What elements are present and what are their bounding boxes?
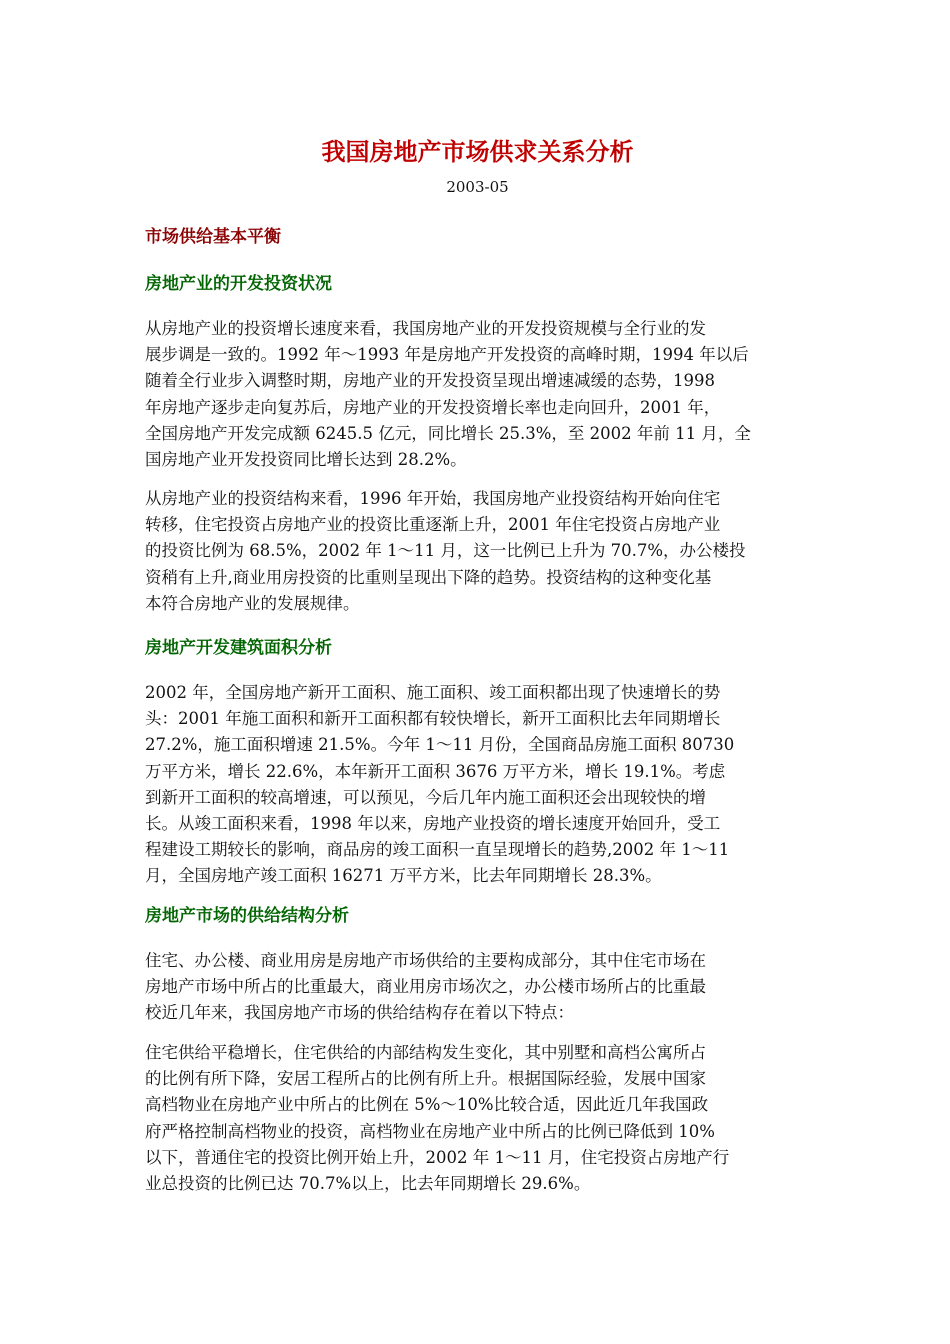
- subsection-heading-supply-structure: 房地产市场的供给结构分析: [145, 906, 349, 926]
- subsection-heading-investment: 房地产业的开发投资状况: [145, 274, 332, 294]
- paragraph-line: 随着全行业步入调整时期，房地产业的开发投资呈现出增速减缓的态势，1998: [145, 371, 715, 391]
- paragraph-line: 府严格控制高档物业的投资，高档物业在房地产业中所占的比例已降低到 10%: [145, 1121, 715, 1141]
- paragraph-line: 本符合房地产业的发展规律。: [145, 593, 360, 613]
- paragraph-line: 的比例有所下降，安居工程所占的比例有所上升。根据国际经验，发展中国家: [145, 1069, 706, 1089]
- paragraph-line: 月，全国房地产竣工面积 16271 万平方米，比去年同期增长 28.3%。: [145, 866, 662, 886]
- paragraph-line: 年房地产逐步走向复苏后，房地产业的开发投资增长率也走向回升，2001 年，: [145, 397, 721, 417]
- paragraph-line: 到新开工面积的较高增速，可以预见，今后几年内施工面积还会出现较快的增: [145, 787, 706, 807]
- document-title: 我国房地产市场供求关系分析: [321, 137, 634, 166]
- paragraph-line: 住宅、办公楼、商业用房是房地产市场供给的主要构成部分，其中住宅市场在: [145, 951, 706, 970]
- paragraph-line: 国房地产业开发投资同比增长达到 28.2%。: [145, 450, 467, 470]
- section-heading-supply-balance: 市场供给基本平衡: [145, 227, 281, 247]
- paragraph-line: 校近几年来，我国房地产市场的供给结构存在着以下特点：: [145, 1003, 574, 1023]
- paragraph-investment-structure: [145, 486, 810, 617]
- paragraph-line: 程建设工期较长的影响，商品房的竣工面积一直呈现增长的趋势,2002 年 1～11: [145, 840, 730, 860]
- paragraph-line: 2002 年，全国房地产新开工面积、施工面积、竣工面积都出现了快速增长的势: [145, 683, 721, 702]
- paragraph-line: 展步调是一致的。1992 年～1993 年是房地产开发投资的高峰时期，1994 年以后: [145, 345, 749, 365]
- paragraph-investment-growth: [145, 316, 810, 473]
- paragraph-line: 高档物业在房地产业中所占的比例在 5%～10%比较合适，因此近几年我国政: [145, 1095, 709, 1115]
- paragraph-line: 以下，普通住宅的投资比例开始上升，2002 年 1～11 月，住宅投资占房地产行: [145, 1147, 730, 1167]
- paragraph-line: 从房地产业的投资增长速度来看，我国房地产业的开发投资规模与全行业的发: [145, 319, 706, 338]
- paragraph-line: 27.2%，施工面积增速 21.5%。今年 1～11 月份，全国商品房施工面积 80730: [145, 735, 735, 755]
- subsection-heading-construction-area: 房地产开发建筑面积分析: [145, 638, 332, 658]
- paragraph-line: 长。从竣工面积来看，1998 年以来，房地产业投资的增长速度开始回升，受工: [145, 814, 721, 834]
- paragraph-line: 万平方米，增长 22.6%，本年新开工面积 3676 万平方米，增长 19.1%。考虑: [145, 761, 726, 781]
- paragraph-line: 全国房地产开发完成额 6245.5 亿元，同比增长 25.3%，至 2002 年前 11 月，全: [145, 423, 751, 443]
- paragraph-construction-area: [145, 680, 810, 890]
- paragraph-housing-supply: [145, 1040, 810, 1197]
- paragraph-line: 转移，住宅投资占房地产业的投资比重逐渐上升，2001 年住宅投资占房地产业: [145, 515, 721, 535]
- document-date: 2003-05: [446, 178, 509, 196]
- paragraph-line: 业总投资的比例已达 70.7%以上，比去年同期增长 29.6%。: [145, 1174, 591, 1194]
- paragraph-line: 住宅供给平稳增长，住宅供给的内部结构发生变化，其中别墅和高档公寓所占: [145, 1043, 706, 1062]
- paragraph-line: 房地产市场中所占的比重最大，商业用房市场次之，办公楼市场所占的比重最: [145, 977, 706, 997]
- paragraph-line: 从房地产业的投资结构来看，1996 年开始，我国房地产业投资结构开始向住宅: [145, 489, 721, 508]
- paragraph-line: 头：2001 年施工面积和新开工面积都有较快增长，新开工面积比去年同期增长: [145, 709, 721, 729]
- paragraph-supply-structure: [145, 948, 810, 1027]
- paragraph-line: 的投资比例为 68.5%，2002 年 1～11 月，这一比例已上升为 70.7%，办公楼投: [145, 541, 746, 561]
- paragraph-line: 资稍有上升,商业用房投资的比重则呈现出下降的趋势。投资结构的这种变化基: [145, 567, 712, 587]
